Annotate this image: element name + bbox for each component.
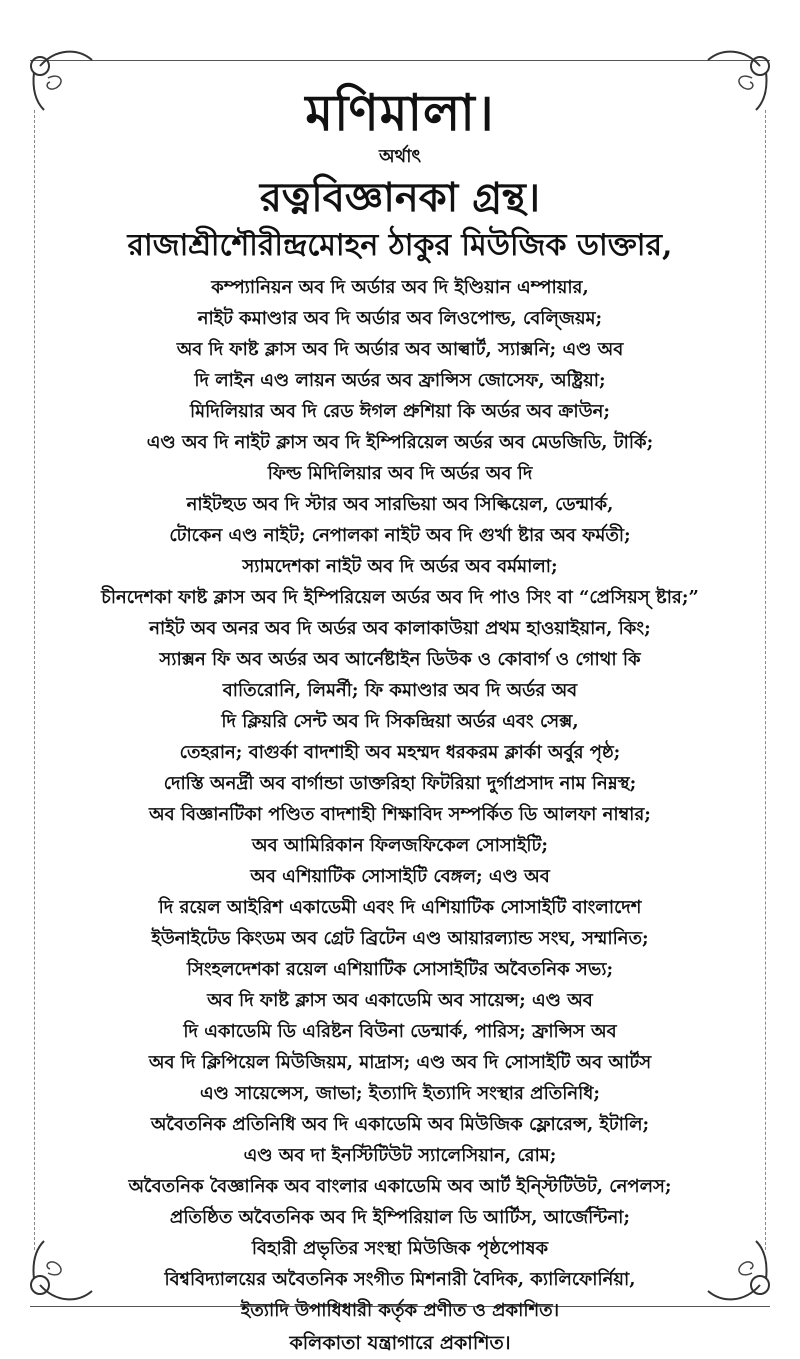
title-line: স্যামদেশকা নাইট অব দি অর্ডর অব বর্মমালা; <box>242 556 558 577</box>
title-line: বিশ্ববিদ্যালয়ের অবৈতনিক সংগীত মিশনারী বৈদিক, ক্যালিফোর্নিয়া, <box>164 1269 636 1290</box>
title-page-content <box>70 82 730 1359</box>
title-line: ইউনাইটেড কিংডম অব গ্রেট ব্রিটেন এণ্ড আয়ারল্যান্ড সংঘ, সম্মানিত; <box>151 928 649 949</box>
title-line: দি ক্লিয়রি সেন্ট অব দি সিকন্দ্রিয়া অর্ডর এবং সেক্স, <box>221 711 579 732</box>
title-line: দি রয়েল আইরিশ একাডেমী এবং দি এশিয়াটিক সোসাইটি বাংলাদেশ <box>158 897 642 918</box>
title-line: এণ্ড সায়েন্সেস, জাভা; ইত্যাদি ইত্যাদি সংস্থার প্রতিনিধি; <box>199 1083 601 1104</box>
left-border-ornament <box>34 110 41 1250</box>
title-line: এণ্ড অব দি নাইট ক্লাস অব দি ইম্পিরিয়েল অর্ডর অব মেডজিডি, টার্কি; <box>146 432 654 453</box>
title-line: অব এশিয়াটিক সোসাইটি বেঙ্গল; এণ্ড অব <box>250 866 550 887</box>
title-line: মিদিলিয়ার অব দি রেড ঈগল প্রুশিয়া কি অর্ডর অব ক্রাউন; <box>189 401 611 422</box>
title-line: ইত্যাদি উপাধিধারী কর্তৃক প্রণীত ও প্রকাশিত। <box>240 1300 560 1321</box>
book-heading: রত্নবিজ্ঞানকা গ্রন্থ। <box>259 174 541 221</box>
title-line: বিহারী প্রভৃতির সংস্থা মিউজিক পৃষ্ঠপোষক <box>251 1238 549 1259</box>
title-line: অব আমিরিকান ফিলজফিকেল সোসাইটি; <box>251 835 548 856</box>
title-line: অব দি ক্লিপিয়েল মিউজিয়ম, মাদ্রাস; এণ্ড অব দি সোসাইটি অব আর্টস <box>148 1052 652 1073</box>
title-line: ফিল্ড মিদিলিয়ার অব দি অর্ডর অব দি <box>267 463 533 484</box>
title-line: অবৈতনিক বৈজ্ঞানিক অব বাংলার একাডেমি অব আর্ট ইন্স্টিটিউট, নেপলস; <box>128 1176 672 1197</box>
title-line: দি একাডেমি ডি এরিষ্টন বিউনা ডেন্মার্ক, পারিস; ফ্রান্সিস অব <box>183 1021 617 1042</box>
title-line: টোকেন এণ্ড নাইট; নেপালকা নাইট অব দি গুর্খা ষ্টার অব ফর্মতী; <box>169 525 631 546</box>
title-line: দি লাইন এণ্ড লায়ন অর্ডর অব ফ্রান্সিস জোসেফ, অষ্ট্রিয়া; <box>194 370 606 391</box>
title-line: নাইটহুড অব দি স্টার অব সারভিয়া অব সিল্কিয়েল, ডেন্মার্ক, <box>186 494 614 515</box>
title-line: দোস্তি অনর্দ্রী অব বার্গান্ডা ডাক্তরিহা ফিটরিয়া দুর্গাপ্রসাদ নাম নিম্নস্থ; <box>163 773 637 794</box>
author-name: রাজাশ্রীশৌরীন্দ্রমোহন ঠাকুর মিউজিক ডাক্তার, <box>127 228 673 263</box>
title-line: অব দি ফাষ্ট ক্লাস অব দি অর্ডার অব আল্বার্ট, স্যাক্সনি; এণ্ড অব <box>176 339 624 360</box>
book-title: মণিমালা। <box>305 83 495 142</box>
book-subtitle: অর্থাৎ <box>378 146 422 167</box>
title-line: অব বিজ্ঞানটিকা পণ্ডিত বাদশাহী শিক্ষাবিদ সম্পর্কিত ডি আলফা নাম্বার; <box>149 804 651 825</box>
title-line: নাইট অব অনর অব দি অর্ডর অব কালাকাউয়া প্রথম হাওয়াইয়ান, কিং; <box>149 618 651 639</box>
title-line: এণ্ড অব দা ইনস্টিটিউট স্যালেসিয়ান, রোম; <box>243 1145 557 1166</box>
title-line: চীনদেশকা ফাষ্ট ক্লাস অব দি ইম্পিরিয়েল অর্ডর অব দি পাও সিং বা “প্রেসিয়স্ ষ্টার;” <box>101 587 699 608</box>
author-titles <box>70 272 730 1359</box>
title-line: সিংহলদেশকা রয়েল এশিয়াটিক সোসাইটির অবৈতনিক সভ্য; <box>186 959 614 980</box>
imprint-line: কলিকাতা যন্ত্রাগারে প্রকাশিত। <box>289 1332 511 1354</box>
title-line: তেহরান; বাগুর্কা বাদশাহী অব মহম্মদ ধরকরম ক্লার্কা অর্বুর পৃষ্ঠ; <box>179 742 621 763</box>
title-line: কম্প্যানিয়ন অব দি অর্ডার অব দি ইণ্ডিয়ান এম্পায়ার, <box>211 277 589 298</box>
right-border-ornament <box>759 110 766 1250</box>
title-line: স্যাক্সন ফি অব অর্ডর অব আর্নেষ্টাইন ডিউক ও কোবার্গ ও গোথা কি <box>159 649 641 670</box>
title-line: অবৈতনিক প্রতিনিধি অব দি একাডেমি অব মিউজিক ফ্লোরেন্স, ইটালি; <box>150 1114 650 1135</box>
title-line: অব দি ফাষ্ট ক্লাস অব একাডেমি অব সায়েন্স; এণ্ড অব <box>207 990 593 1011</box>
title-line: নাইট কমাণ্ডার অব দি অর্ডার অব লিওপোল্ড, বেল্জিয়ম; <box>197 308 603 329</box>
title-line: বাতিরোনি, লিমর্নী; ফি কমাণ্ডার অব দি অর্ডর অব <box>222 680 578 701</box>
title-line: প্রতিষ্ঠিত অবৈতনিক অব দি ইম্পিরিয়াল ডি আর্টিস, আর্জেন্টিনা; <box>169 1207 631 1228</box>
